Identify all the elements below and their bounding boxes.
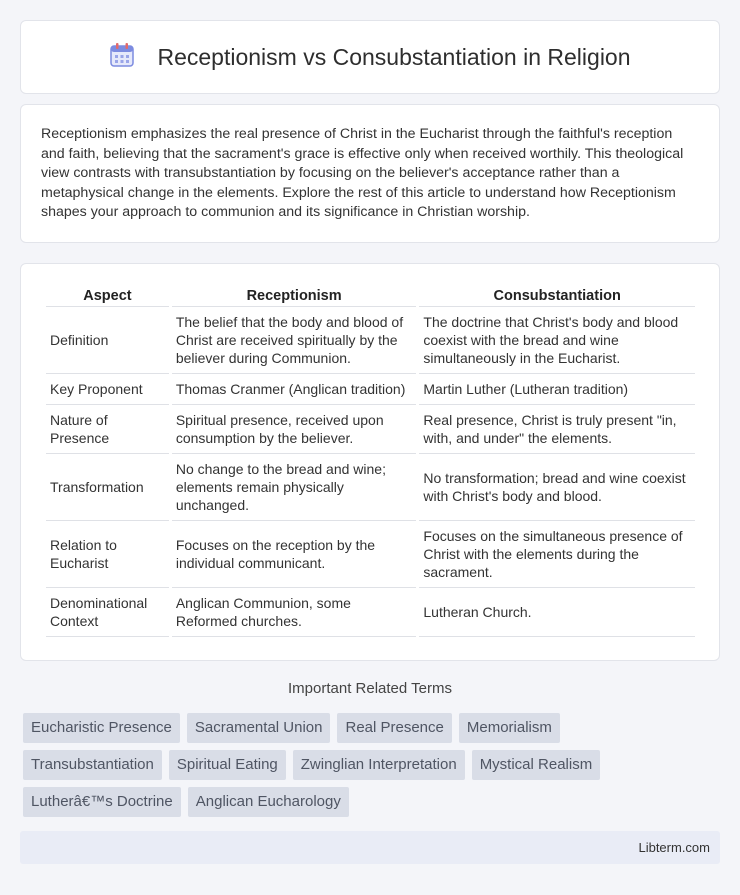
- related-terms-title: Important Related Terms: [288, 680, 452, 697]
- table-row: [46, 454, 695, 521]
- table-row: [46, 307, 695, 374]
- row-aspect: Definition: [46, 307, 169, 374]
- row-receptionism: Spiritual presence, received upon consumption by the believer.: [172, 405, 417, 454]
- related-term-tag[interactable]: Lutherâ€™s Doctrine: [23, 787, 181, 817]
- footer-site-link[interactable]: Libterm.com: [638, 840, 710, 855]
- row-consubstantiation: No transformation; bread and wine coexist with Christ's body and blood.: [419, 454, 695, 521]
- page-title: Receptionism vs Consubstantiation in Religion: [157, 43, 631, 70]
- row-aspect: Key Proponent: [46, 374, 169, 405]
- table-row: [46, 521, 695, 588]
- table-header-row: [46, 286, 695, 307]
- calendar-icon: [109, 42, 135, 73]
- row-receptionism: The belief that the body and blood of Christ are received spiritually by the believer during Communion.: [172, 307, 417, 374]
- row-consubstantiation: Real presence, Christ is truly present "in, with, and under" the elements.: [419, 405, 695, 454]
- related-term-tag[interactable]: Memorialism: [459, 713, 560, 743]
- row-consubstantiation: Focuses on the simultaneous presence of Christ with the elements during the sacrament.: [419, 521, 695, 588]
- row-receptionism: Thomas Cranmer (Anglican tradition): [172, 374, 417, 405]
- intro-card: [20, 104, 720, 243]
- row-consubstantiation: Lutheran Church.: [419, 588, 695, 637]
- row-aspect: Relation to Eucharist: [46, 521, 169, 588]
- row-consubstantiation: Martin Luther (Lutheran tradition): [419, 374, 695, 405]
- table-row: [46, 588, 695, 637]
- related-terms-list: [23, 713, 723, 824]
- row-receptionism: No change to the bread and wine; elements remain physically unchanged.: [172, 454, 417, 521]
- comparison-table: [43, 286, 698, 637]
- comparison-table-card: [20, 263, 720, 661]
- related-term-tag[interactable]: Eucharistic Presence: [23, 713, 180, 743]
- related-term-tag[interactable]: Mystical Realism: [472, 750, 601, 780]
- row-receptionism: Anglican Communion, some Reformed churches.: [172, 588, 417, 637]
- intro-text: Receptionism emphasizes the real presence of Christ in the Eucharist through the faithful's reception and faith, believing that the sacrament's grace is effective only when received worthily. This theological view contrasts with transubstantiation by focusing on the believer's acceptance rather than a metaphysical change in the elements. Explore the rest of this article to understand how Receptionism shapes your approach to communion and its significance in Christian worship.: [41, 126, 684, 220]
- table-row: [46, 374, 695, 405]
- related-term-tag[interactable]: Real Presence: [337, 713, 451, 743]
- related-term-tag[interactable]: Transubstantiation: [23, 750, 162, 780]
- row-consubstantiation: The doctrine that Christ's body and blood coexist with the bread and wine simultaneously in the Eucharist.: [419, 307, 695, 374]
- row-aspect: Nature of Presence: [46, 405, 169, 454]
- table-row: [46, 405, 695, 454]
- header-aspect: Aspect: [46, 286, 169, 307]
- header-card: [20, 20, 720, 94]
- related-term-tag[interactable]: Spiritual Eating: [169, 750, 286, 780]
- row-aspect: Denominational Context: [46, 588, 169, 637]
- related-term-tag[interactable]: Anglican Eucharology: [188, 787, 349, 817]
- footer: [20, 831, 720, 864]
- header-consubstantiation: Consubstantiation: [419, 286, 695, 307]
- row-receptionism: Focuses on the reception by the individual communicant.: [172, 521, 417, 588]
- header-receptionism: Receptionism: [172, 286, 417, 307]
- related-term-tag[interactable]: Zwinglian Interpretation: [293, 750, 465, 780]
- related-term-tag[interactable]: Sacramental Union: [187, 713, 331, 743]
- row-aspect: Transformation: [46, 454, 169, 521]
